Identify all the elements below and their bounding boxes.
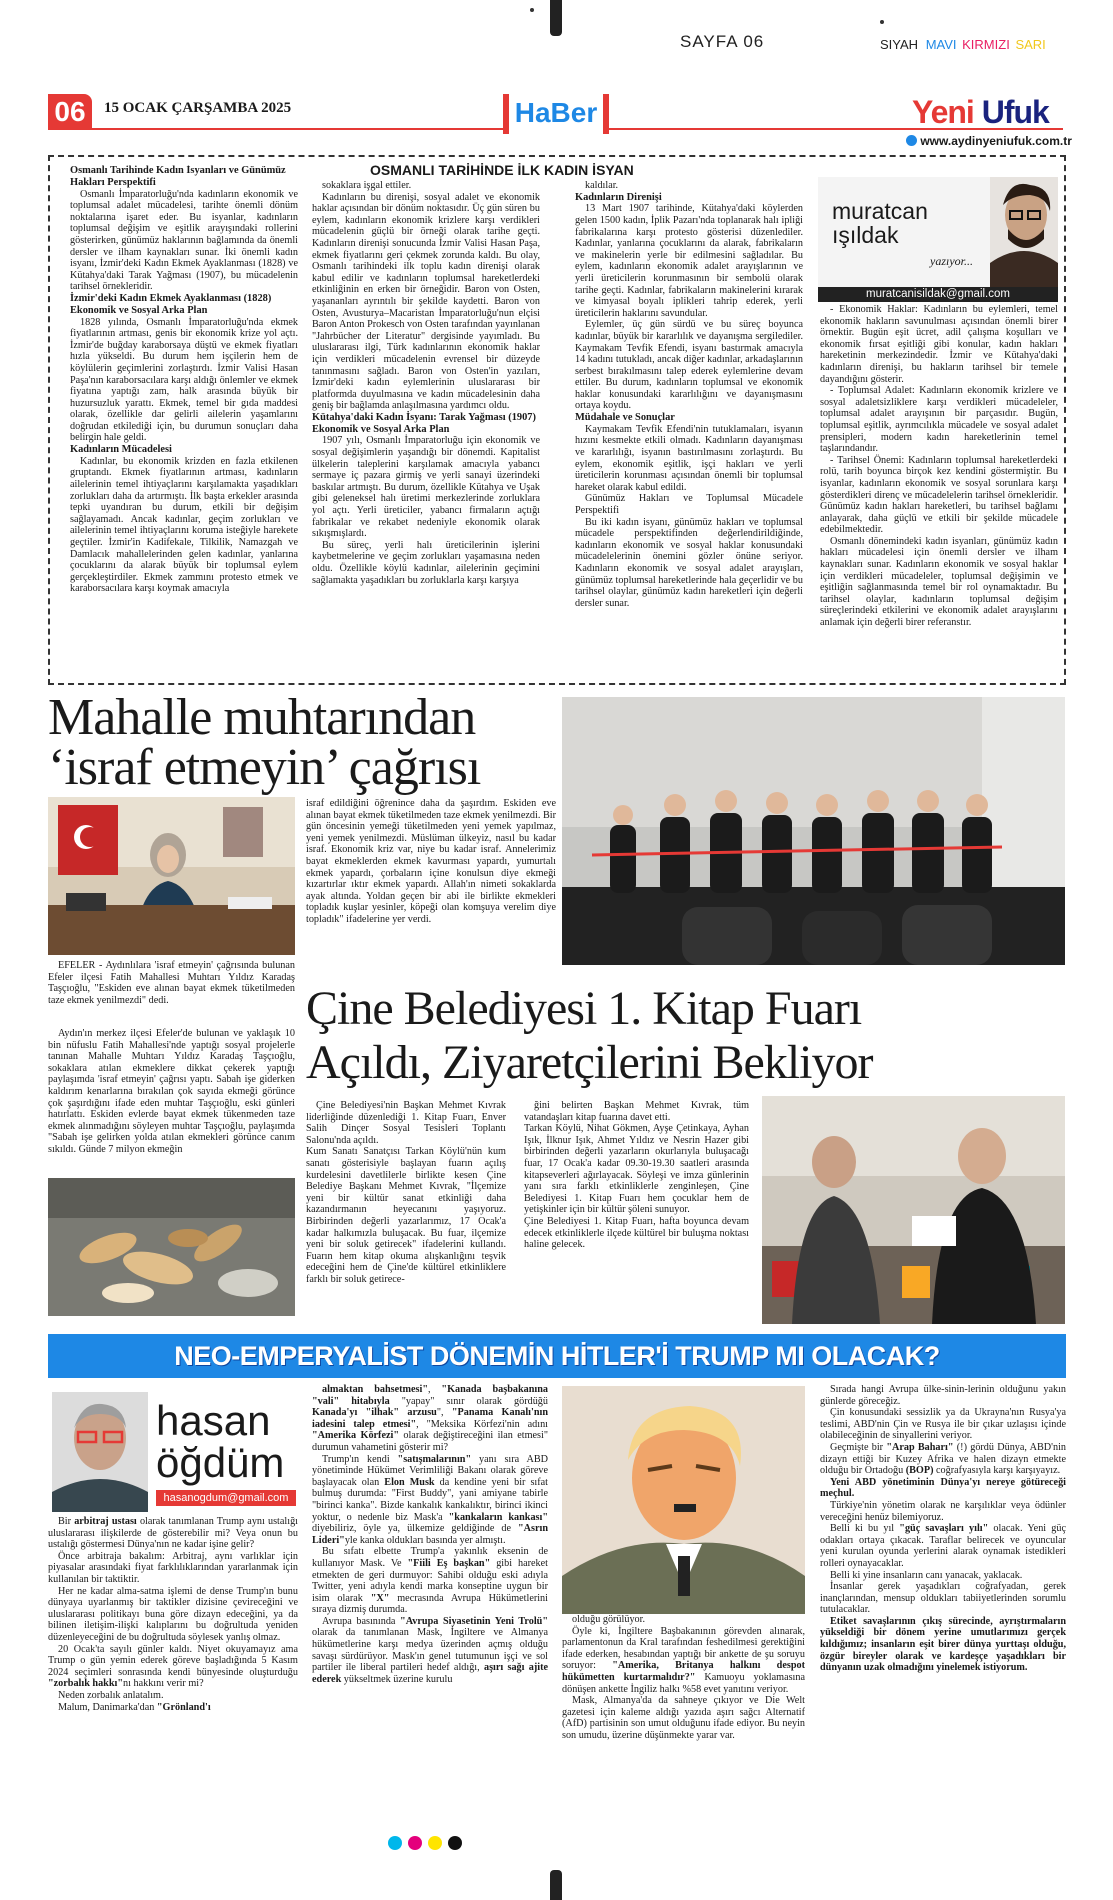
- subheading: İzmir'deki Kadın Ekmek Ayaklanması (1828): [70, 292, 272, 304]
- color-legend-siyah: SIYAH: [880, 37, 919, 52]
- registration-mark-top: [550, 0, 562, 36]
- paragraph: Sırada hangi Avrupa ülke-sinin-lerinin olduğunu yakın günlerde göreceğiz.: [820, 1384, 1066, 1407]
- paragraph: Kaymakam Tevfik Efendi'nin tutuklamaları, isyanın hızını kesmekte etkili olmadı. Kadınların dayanışması ve kararlılığı, isyanın bastırılmasını zorlaştırdı. Bu eylem, ekonomik eşitlik, işçi hakları ve yerli üreticilerin korunması açısından önemli bir toplumsal hareket olarak kabul edildi.: [575, 423, 803, 493]
- subheading: Osmanlı Tarihinde Kadın İsyanları ve Günümüz Hakları Perspektifi: [70, 165, 286, 188]
- history-col-2: [312, 180, 540, 675]
- subheading: Kütahya'daki Kadın İsyanı: Tarak Yağması (1907): [312, 411, 536, 423]
- paragraph: Kadınlar, bu ekonomik krizden en fazla etkilenen gruptandı. Ekmek fiyatlarının artması, kadınların ailelerinin temel ihtiyaçlarını karşılamakta yaşadıkları zorlukları daha da artırmıştı. İlk başta erkekler arasında tepki uyandıran bu durum, etkili bir değişim sağlayamadı. Ancak kadınlar, geçim zorlukları ve ailelerinin temel ihtiyaçlarını koruma isteğiyle harekete geçtiler. İzmir'in Kadifekale, Tilkilik, Namazgah ve Damlacık mahallelerinden gelen kadınlar, yanlarına çocuklarını da alarak büyük bir toplumsal eylem gerçekleştirdiler. Ekmek zammını protesto etmek ve karaborsacılara karşı koymak amacıyla: [70, 455, 298, 595]
- color-legend: [880, 37, 1046, 52]
- history-col-1: [70, 165, 298, 675]
- story1-headline-1: Mahalle muhtarından: [48, 689, 476, 746]
- paragraph: Bu iki kadın isyanı, günümüz hakları ve toplumsal mücadele perspektifinden değerlendirildiğinde, kadınların ekonomik ve sosyal haklar konusundaki mücadelelerinin önemini gözler önüne seriyor. Kadınların ekonomik ve sosyal adalet arayışları, günümüz toplumsal hareketlerinde hala geçerlidir ve bu tarihsel olaylar, günümüz kadın hareketleri için değerli dersler sunar.: [575, 516, 803, 609]
- history-col-4: [820, 304, 1058, 676]
- subheading: Kadınların Mücadelesi: [70, 444, 172, 456]
- paragraph: - Ekonomik Haklar: Kadınların bu eylemleri, temel ekonomik hakların savunulması açısından önemli birer örnektir. Bugün eşit ücret, adil çalışma koşulları ve ekonomik fırsat eşitliği gibi konular, kadın hakları hareketinin merkezindedir. İzmir ve Kütahya'daki kadınların direnişi, bu hakların tarihsel bir temele dayandığını gösterir.: [820, 304, 1058, 385]
- brand-logo: [912, 94, 1049, 131]
- color-legend-mavi: MAVI: [925, 37, 957, 52]
- paragraph: - Toplumsal Adalet: Kadınların ekonomik krizlere ve sosyal adaletsizliklere karşı verdikleri mücadeleler, toplumsal adalet arayışının bir parçasıdır. Bugün, toplumsal eşitlik, ayrımcılıkla mücadele ve sosyal adalet prensipleri, modern kadın hareketlerinin temel taşlarındandır.: [820, 385, 1058, 455]
- story3-col-3: [562, 1614, 805, 1816]
- paragraph: Malum, Danimarka'dan "Grönland'ı: [58, 1701, 211, 1713]
- paragraph: 20 Ocak'ta sayılı günler kaldı. Niyet okuyamayız ama Trump o gün yemin ederek göreve başladığında 5 Kasım 2024 seçimleri sonrasında kendi bünyesinde oluşturduğu "zorbalık hakkı"nı hakkını verir mi?: [48, 1643, 298, 1690]
- crop-dot-top: [530, 8, 534, 12]
- paragraph: Osmanlı dönemindeki kadın isyanları, günümüz kadın hakları mücadelesi için önemli dersler ve ilham kaynakları sunar. Kadınların ekonomik ve sosyal haklar için verdikleri mücadeleler, toplumsal değişimin ve eşitliğin sağlanmasında temel bir rol oynamaktadır. Bu tarihsel olaylar, kadınların toplumsal değişim süreçlerindeki etkilerini ve ekonomik adalet arayışlarını anlamak için değerli birer referanstır.: [820, 535, 1058, 629]
- subheading: Ekonomik ve Sosyal Arka Plan: [312, 423, 450, 435]
- history-col-3: [575, 180, 803, 675]
- paragraph: İnsanlar gerek yaşadıkları coğrafyadan, gerek inançlarından, mensup oldukları tabiiyetlerinden sorumlu tutulacaklar.: [820, 1581, 1066, 1616]
- header-date: 15 OCAK ÇARŞAMBA 2025: [104, 100, 292, 116]
- story2-headline-1: Çine Belediyesi 1. Kitap Fuarı: [306, 982, 862, 1035]
- brand-url[interactable]: [906, 134, 1072, 148]
- paragraph: 13 Mart 1907 tarihinde, Kütahya'daki köylerden gelen 1500 kadın, İplik Pazarı'nda toplanarak halı ipliği fabrikalarına karşı protesto gösterisi düzenlediler. Kadınlar, yanlarına çocuklarını da alarak, fabrikaların ve makinelerin yerle bir edilmesini sağladılar. Bu eylem, kadınların ekonomik adalet arayışlarının ve yerli üreticilerin korunmasının bir sembolü olarak tarihe geçti. Kadınlar, fabrikaların makinelerini kırarak ve kimyasal boyalı iplikleri tahrip ederek, yerli üreticilerin haklarını savundular.: [575, 203, 803, 319]
- dot-cyan: [388, 1836, 402, 1850]
- paragraph: Eylemler, üç gün sürdü ve bu süreç boyunca kadınlar, büyük bir kararlılık ve dayanışma sergilediler. Kaymakam Tevfik Efendi, isyanı bastırmak amacıyla 14 kadını tutukladı, ancak diğer kadınlar, arkadaşlarının serbest bırakılmasını talep ederek eylemlerine devam ettiler. Bu durum, kadınların toplumsal ve ekonomik haklar konusundaki kararlılığını ve dayanışmasını ortaya koydu.: [575, 319, 803, 412]
- paragraph: Mask, Almanya'da da sahneye çıkıyor ve Die Welt gazetesi için kaleme aldığı yazıda aşırı sağcı Alternatif (AfD) partisinin son umut olduğunu ifade ediyor. Bu neyin son umudu, üzerine düşünmekte yarar var.: [562, 1695, 805, 1741]
- book-fair-photo: [762, 1096, 1065, 1324]
- story3-col-4: [820, 1384, 1066, 1816]
- crop-dot-top2: [880, 20, 884, 24]
- paragraph: Avrupa basınında "Avrupa Siyasetinin Yeni Trolü" olarak da tanımlanan Mask, İngiltere ve Almanya hükümetlerine karşı medya üzerinden açmış olduğu savaşı sürdürüyor. Mask'ın genel tutumunun işçi ve sol partiler ile liberal partileri hedef aldığı, aşırı sağı ajite ederek yükseltmek üzerine kurulu: [312, 1615, 548, 1685]
- paragraph: kaldılar.: [585, 180, 619, 191]
- page-number-badge: 06: [48, 94, 92, 130]
- paragraph: Kadınların bu direnişi, sosyal adalet ve ekonomik haklar açısından bir dönüm noktasıdır. Üç gün süren bu eylem, kadınların ekonomik krizlere karşı verdikleri mücadelenin güçlü bir örneği olarak tarihe geçti. Kadınların direnişi sonucunda İzmir Valisi Hasan Paşa, ekmek fiyatlarını geri çekmek zorunda kaldı. Bu olay, Osmanlı tarihindeki ilk toplu kadın direnişi olarak kabul edilir ve kadınların toplumsal hareketlerdeki etkinliğinin en erken bir örneğidir. Baron von Osten, yaşananları ayrıntılı bir şekilde kaydetti. Baron von Osten, Avusturya–Macaristan İmparatorluğu'nun elçisi Baron Anton Prokesch von Osten tarafından yayınlanan "Jahrbücher der Literatur" dergisinde yayımladı. Bu uluslararası ilgi, Türk kadınlarının ekonomik haklar için verdikleri mücadelenin evrensel bir düzeyde tanınmasını sağladı. Baron von Osten'in yazıları, İzmir'deki kadın eylemlerinin uluslararası bir platformda duyulmasına ve kadın mücadelesinin daha geniş bir bağlamda anlaşılmasına yardımcı oldu.: [312, 191, 540, 412]
- subheading: Ekonomik ve Sosyal Arka Plan: [70, 304, 208, 316]
- hasan-name-1: hasan: [156, 1397, 271, 1444]
- paragraph: Öyle ki, İngiltere Başbakanının görevden alınarak, parlamentonun da Kral tarafından feshedilmesi gerektiğini ifade ederken, hesabından yaptığı bir ankette de şu soruyu soruyor: "Amerika, Britanya halkını despot hükümetten kurtarmalıdır?" Kamuoyu yoklamasına dönüşen ankette İngiliz halkı %58 evet yanıtını veriyor.: [562, 1625, 805, 1695]
- muhtar-photo: [48, 797, 295, 955]
- paragraph: Önce arbitraja bakalım: Arbitraj, aynı varlıklar için piyasalar arasındaki fiyat farklılıklarından yararlanmak için kullanılan bir taktiktir.: [48, 1550, 298, 1585]
- paragraph: Bu sıfatı elbette Trump'a yakınlık eksenin de kullanıyor Mask. Ve "Fiili Eş başkan" gibi hareket etmekten de geri durmuyor: Sahibi olduğu eski adıyla Twitter, yeni adıyla kendi marka konseptine uygun bir isim olarak "X" mecrasında Avrupa Hükümetlerini sıraya dizmiş durumda.: [312, 1546, 548, 1616]
- author-email[interactable]: muratcanisildak@gmail.com: [818, 287, 1058, 302]
- brand-yeni: Yeni: [912, 94, 974, 130]
- story3-banner: [48, 1334, 1066, 1378]
- hasan-name-2: öğdüm: [156, 1439, 285, 1486]
- story1-text-left: EFELER - Aydınlılara 'israf etmeyin' çağrısında bulunan Efeler ilçesi Fatih Mahallesi Muhtarı Yıldız Karadaş Taşçıoğlu, "Eskiden eve alınan bayat ekmek tüketilmeden taze ekmek yenilmezdi" dedi.: [48, 960, 295, 1006]
- story1-text-mid: israf edildiğini öğrenince daha da şaşırdım. Eskiden eve alınan bayat ekmek tüketilmeden taze ekmek yenilmezdi. Bir gün öncesinin yemeği tüketilmeden yeni yemek yapılmaz, yeni yemek yenilmezdi. Müslüman ülkeyiz, nasıl bu kadar israf. Ekonomik kriz var, niye bu kadar israf. Annelerimiz bayat ekmeklerden ekmek kavurması yapardı, yumurtalı ekmek yapardı, çorbaların içine konulsun diye ekmeği kızartırlar ıktır ekmek yapardı. Allah'ın nimeti sokaklarda ayak altında. Yoldan geçen bir abi ile birlikte ekmekleri topladık kuşlar yesinler, köpeği olan komşuya verelim diye topladık" ifadelerine yer verdi.: [306, 798, 556, 925]
- story3-banner-text: NEO-EMPERYALİST DÖNEMİN HİTLER'İ TRUMP MI OLACAK?: [174, 1341, 940, 1371]
- story1-headline-2: ‘israf etmeyin’ çağrısı: [48, 739, 481, 796]
- paragraph: Belli ki bu yıl "güç savaşları yılı" olacak. Yeni güç odakları ortaya çıkacak. Taraflar belirecek ve oyuncular yeni kurulan oyunda yerlerini alarak oynamak istedikleri rolleri oynayacaklar.: [820, 1523, 1066, 1569]
- story2-headline-2: Açıldı, Ziyaretçilerini Bekliyor: [306, 1036, 873, 1089]
- color-legend-sari: SARI: [1015, 37, 1046, 52]
- paragraph: Çin konusundaki sessizlik ya da Ukrayna'nın Rusya'ya teslimi, ABD'nin Çin ve Rusya ile bir çıkar uzlaşısı içinde olabileceğinin de sinyallerini veriyor.: [820, 1407, 1066, 1442]
- hasan-author-photo: [52, 1392, 148, 1512]
- section-logo-text: HaBer: [514, 97, 598, 128]
- story2-col-1: Çine Belediyesi'nin Başkan Mehmet Kıvrak liderliğinde düzenlediği 1. Kitap Fuarı, Enver Salih Dinçer Sosyal Tesisleri Toplantı Salonu'nda açıldı. Kum Sanatı Sanatçısı Tarkan Köylü'nün kum sanatı gösterisiyle başlayan fuarın açılış kurdelesini davetlilerle birlikte kesen Çine Belediye Başkanı Mehmet Kıvrak, "İlçemize yeni bir kültür sanat etkinliği daha kazandırmanın heyecanını yaşıyoruz. Birbirinden değerli yazarlarımız, 17 Ocak'a kadar halkımızla buluşacak. Bu fuar, ilçemize yeni bir soluk getirecek" ifadelerini kullandı. Fuarın hem kitap okuma alışkanlığını teşvik edeceğini hem de Çine'de kültürel etkinliklere farklı bir soluk getirece-: [306, 1100, 506, 1285]
- paragraph: Osmanlı İmparatorluğu'nda kadınların ekonomik ve toplumsal adalet mücadelesi, tarihte önemli dönüm noktalarına işaret eder. Bu isyanlar, kadınların toplumsal değişim ve eşitlik arayışındaki rollerini gösterirken, günümüz haklarının bağlamında da önemli dersler ve ilham kaynakları sunar. İki önemli kadın isyanı, İzmir'deki Kadın Ekmek Ayaklanması (1828) ve Kütahya'daki Tarak Yağması (1907), bu mücadelenin tarihsel örnekleridir.: [70, 188, 298, 293]
- brand-ufuk: Ufuk: [981, 94, 1049, 130]
- paragraph: Belli ki yine insanların canı yanacak, yaklacak.: [830, 1569, 1023, 1581]
- dot-yellow: [428, 1836, 442, 1850]
- subheading: Kadınların Direnişi: [575, 191, 662, 203]
- paragraph: sokaklara işgal ettiler.: [322, 180, 412, 191]
- subheading: Müdahale ve Sonuçlar: [575, 412, 675, 424]
- dot-magenta: [408, 1836, 422, 1850]
- author-tag: yazıyor...: [930, 254, 973, 268]
- paragraph: Her ne kadar alma-satma işlemi de dense Trump'ın bunu dünyaya uyarlanmış bir taktikler dizisine çevireceğini ve uluslararası politikayı buna göre dizayn edeceğini, ya da bilinen iletişim-ilişki kalıplarını bu doğrultuda yeniden düzenleyeceğini de bu doğrultuda söylesek yanlış olmaz.: [48, 1585, 298, 1643]
- story1-text-left-2: Aydın'ın merkez ilçesi Efeler'de bulunan ve yaklaşık 10 bin nüfuslu Fatih Mahallesi'nde yaptığı sosyal projelerle tanınan Mahalle Muhtarı Yıldız Karadaş Taşçıoğlu, sokaklara atılan ekmeklere dikkat çekerek yaptığı paylaşımda 'israf etmeyin' çağrısı yaptı. Sabah işe giderken kaldırım kenarlarına bırakılan çok sayıda ekmeği görünce çok şaşırdığını ifade eden muhtar Taşçıoğlu, eski günleri hatırlattı. Eskiden evlerde bayat ekmek tükenmeden taze ekmek alınmadığını söyleyen muhtar Taşçıoğlu, paylaşımda "Sabah işe gelirken yolda atılan ekmekleri görünce canım sıkıldı. Günde 7 milyon ekmeğin: [48, 1028, 295, 1155]
- author-name-1: muratcan: [832, 198, 928, 224]
- paragraph: almaktan bahsetmesi", "Kanada başbakanına "vali" hitabıyla "yapay" sınır olarak gördüğü Kanada'yı "ilhak" arzusu", "Panama Kanalı'nın iadesini talep etmesi", "Meksika Körfezi'nin adını "Amerika Körfezi" olarak değiştireceğini ilan etmesi" durumun vahametini gösterir mi?: [312, 1384, 548, 1453]
- paragraph: 1907 yılı, Osmanlı İmparatorluğu için ekonomik ve sosyal değişimlerin yaşandığı bir dönemdi. Kapitalist ülkelerin taleplerini karşılamak amacıyla yabancı sermaye iç pazara girmiş ve yerli sanayi üzerindeki baskılar artmıştı. Bu durum, özellikle Kütahya ve Uşak gibi geleneksel halı üretimi merkezlerinde zorluklara yol açtı. Yerli üreticiler, yabancı firmaların açtığı fabrikalar ve rekabet nedeniyle ekonomik olarak sıkışmışlardı.: [312, 435, 540, 540]
- paragraph: Trump'ın kendi "satışmalarının" yanı sıra ABD yönetiminde Hükümet Verimliliği Bakanı olarak göreve başlayacak olan Elon Musk da kendine yeni bir sıfat bulmuş durumda: "First Buddy", yani amiyane tabirle "birinci kanka". Bizde kankalık kankalıktır, birinci ikinci yoktur, o nedenle biz Mask'a "kankaların kankası" diyebiliriz, öyle ya, ülkemize geldiğinde de "Asrın Lideri"yle kanka oldukları basında yer almıştı.: [312, 1453, 548, 1546]
- ribbon-cutting-photo: [562, 697, 1065, 965]
- header-rule-left: [48, 128, 505, 130]
- color-legend-kirmizi: KIRMIZI: [962, 37, 1010, 52]
- paragraph: Günümüz Hakları ve Toplumsal Mücadele Perspektifi: [575, 493, 803, 517]
- author-name-2: ışıldak: [832, 222, 899, 248]
- paragraph: olduğu görülüyor.: [572, 1614, 646, 1625]
- color-registration-dots: [388, 1836, 468, 1855]
- globe-icon: [906, 135, 917, 146]
- story3-col-1: [48, 1516, 298, 1816]
- section-logo: [503, 94, 609, 134]
- paragraph: Neden zorbalık anlatalım.: [58, 1689, 164, 1701]
- story3-col-2: [312, 1384, 548, 1816]
- story2-col-2: ğini belirten Başkan Mehmet Kıvrak, tüm vatandaşları kitap fuarına davet etti. Tarkan Köylü, Nihat Gökmen, Ayşe Çetinkaya, Ayhan Işık, İlknur Işık, Ahmet Yıldız ve Nesrin Hazer gibi birbirinden değerli yazarların okurlarıyla buluşacağı fuar, 17 Ocak'a kadar 09.30-19.30 saatleri arasında kitapseverleri ağırlayacak. Söyleşi ve imza günlerinin yanı sıra farklı etkinliklerle zenginleşen, Çine Belediyesi 1. Kitap Fuarı hem çocuklar hem de yetişkinler için bir kültür şöleni sunuyor. Çine Belediyesi 1. Kitap Fuarı, hafta boyunca devam edecek etkinliklerle ilçede kültürel bir buluşma noktası haline gelecek.: [524, 1100, 749, 1251]
- paragraph: Türkiye'nin yönetim olarak ne karşılıklar veya ödünler vereceğini henüz bilemiyoruz.: [820, 1499, 1066, 1523]
- trump-illustration: [562, 1386, 805, 1614]
- bread-photo: [48, 1178, 295, 1316]
- history-title: OSMANLI TARİHİNDE İLK KADIN İSYAN: [370, 162, 634, 178]
- brand-url-text: www.aydinyeniufuk.com.tr: [920, 134, 1072, 148]
- paragraph: Yeni ABD yönetiminin Dünya'yı nereye götüreceği meçhul.: [820, 1476, 1066, 1500]
- registration-mark-bottom: [550, 1870, 562, 1900]
- hasan-email[interactable]: hasanogdum@gmail.com: [156, 1490, 296, 1506]
- dot-black: [448, 1836, 462, 1850]
- page-label: SAYFA 06: [680, 32, 765, 51]
- paragraph: Etiket savaşlarının çıkış sürecinde, ayrıştırmaların yükseldiği bir dönem yerine umutlarımızı gerçek kıldığımız; insanların eşit birer dünya yurttaşı olduğu, özgür bireyler olarak ve kardeşçe yaşadıkları bir dünyanın uzak olmadığını yinelemek istiyorum.: [820, 1615, 1066, 1674]
- paragraph: Geçmişte bir "Arap Baharı" (!) gördü Dünya, ABD'nin dizayn ettiği bir Kuzey Afrika ve halen dizayn etmekte olduğu bir Ortadoğu (BOP) coğrafyasıyla karşı karşıyayız.: [820, 1441, 1066, 1477]
- author-photo: [990, 177, 1058, 287]
- paragraph: Bu süreç, yerli halı üreticilerinin işlerini kaybetmelerine ve geçim zorlukları yaşamasına neden oldu. Özellikle köylü kadınlar, ailelerinin geçimini sağlamakta yaşadıkları bu zorluklarla karşı karşıya: [312, 539, 540, 586]
- paragraph: - Tarihsel Önemi: Kadınların toplumsal hareketlerdeki rolü, tarih boyunca birçok kez kendini göstermiştir. Bu isyanlar, kadınların ekonomik ve sosyal sorunlara karşı gösterdikleri direnç ve mücadelelerin tarihsel örnekleridir. Günümüz kadın hakları hareketleri, bu tarihsel bağlamı anlayarak, daha güçlü ve etkili bir şekilde mücadele edebilmektedir.: [820, 454, 1058, 536]
- paragraph: 1828 yılında, Osmanlı İmparatorluğu'nda ekmek fiyatlarının artması, genis bir ekonomik krize yol açtı. İzmir'de buğday karaborsaya düştü ve ekmek fiyatları hızla yükseldi. Bu durum hem işçilerin hem de köylülerin geçimlerini zorlaştırdı. İzmir Valisi Hasan Paşa'nın karaborsacılara karşı aldığı önlemler ve ekmek fiyatına yaptığı zam, halk arasında büyük bir huzursuzluk yarattı. Ekmek, temel bir gıda maddesi olarak, özellikle dar gelirli ailelerin yaşamlarını doğrudan etkilediği için, bu durumun sonuçları daha belirgin hale geldi.: [70, 316, 298, 444]
- paragraph: Bir arbitraj ustası olarak tanımlanan Trump aynı ustalığı uluslararası ilişkilerde de gösterebilir mi? Veya onun bu ustalığı göstermesi Dünya'nın ne kadar işine gelir?: [48, 1516, 298, 1551]
